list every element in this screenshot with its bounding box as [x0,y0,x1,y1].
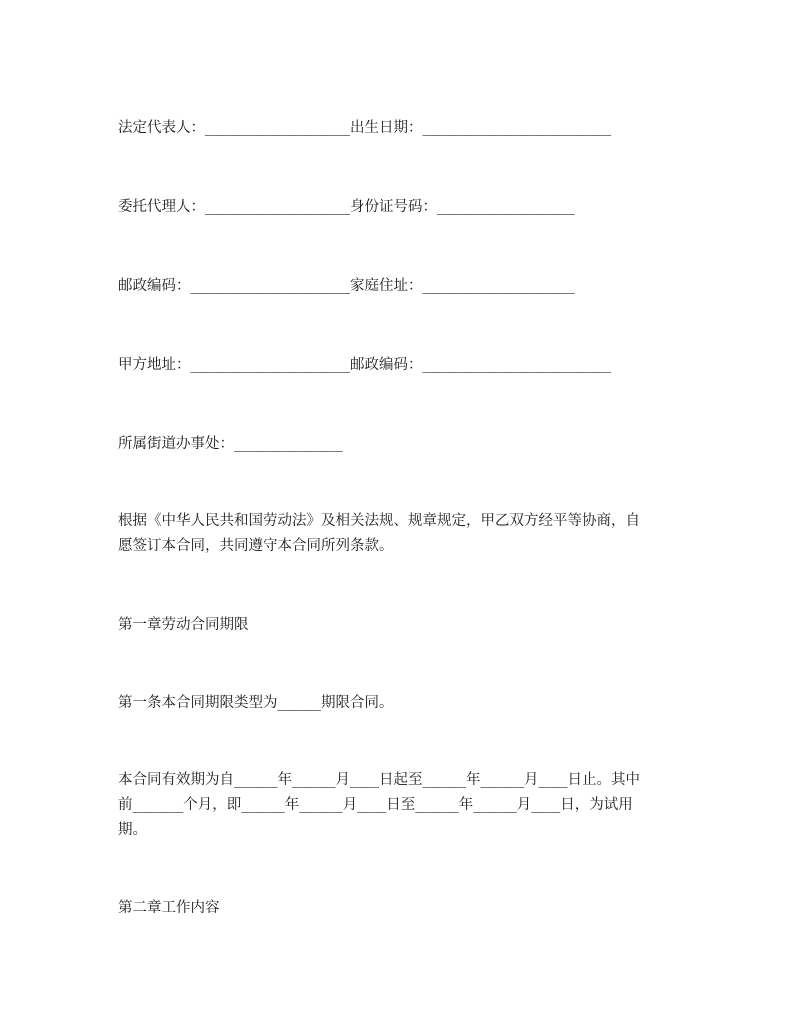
preamble-line-2: 愿签订本合同，共同遵守本合同所列条款。 [118,538,394,554]
entrusted-agent-line: 委托代理人：____________________身份证号码：___________________ [118,199,575,215]
term-line-3: 期。 [118,822,147,838]
preamble-line-1: 根据《中华人民共和国劳动法》及相关法规、规章规定，甲乙双方经平等协商，自 [118,513,640,529]
subdistrict-office-line: 所属街道办事处：_______________ [118,436,343,452]
chapter-2-heading: 第二章工作内容 [118,900,220,916]
term-line-2: 前_______个月，即______年______月____日至______年______月____日，为试用 [118,797,633,813]
term-line-1: 本合同有效期为自______年______月____日起至______年______月____日止。其中 [118,772,640,788]
article-1-line: 第一条本合同期限类型为______期限合同。 [118,695,394,711]
party-a-address-line: 甲方地址：______________________邮政编码：__________________________ [118,357,611,373]
chapter-1-heading: 第一章劳动合同期限 [118,617,249,633]
legal-representative-line: 法定代表人：____________________出生日期：__________________________ [118,120,611,136]
postal-home-address-line: 邮政编码：______________________家庭住址：_____________________ [118,278,575,294]
